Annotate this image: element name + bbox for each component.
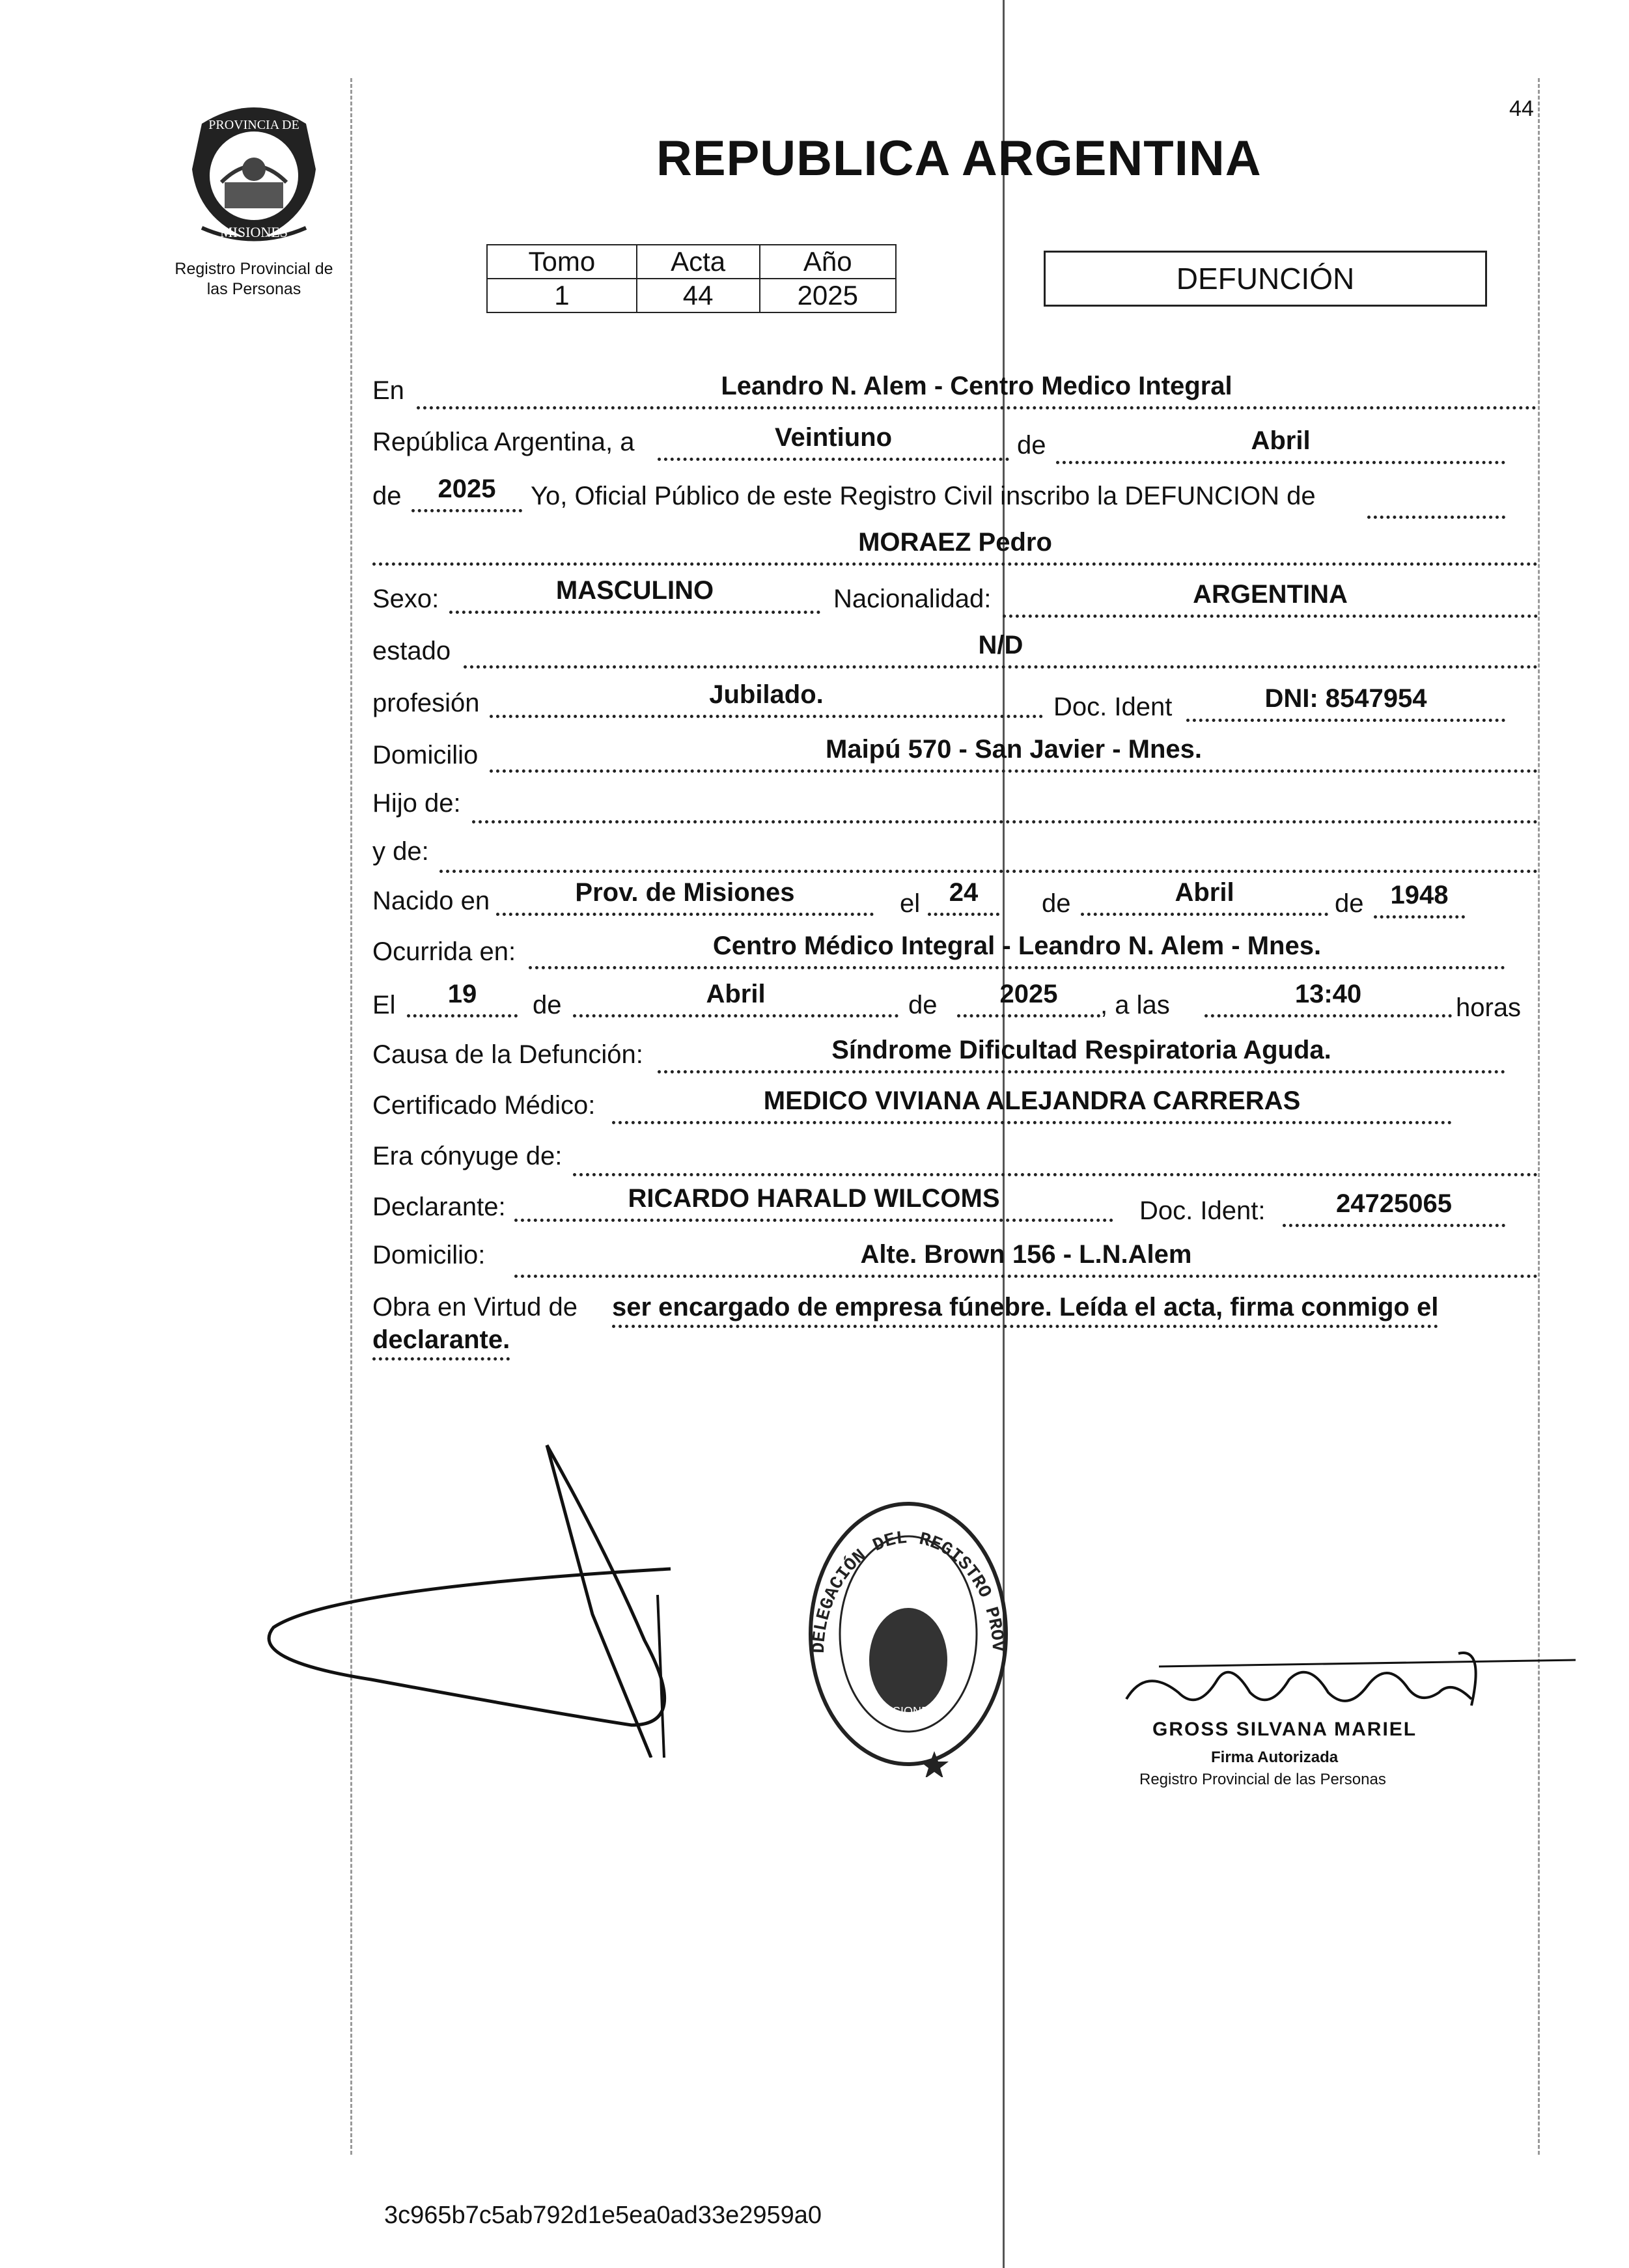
domicilio-field	[490, 735, 1538, 773]
nacido-value: Prov. de Misiones	[575, 878, 795, 907]
month-de-label: de	[1017, 431, 1046, 460]
birth-year-field	[1374, 881, 1465, 919]
birth-month-value: Abril	[1175, 878, 1234, 907]
doc-field	[1186, 684, 1505, 722]
obra-value-line1: ser encargado de empresa fúnebre. Leída el acta, firma conmigo el	[612, 1293, 1438, 1328]
center-fold-line	[1003, 0, 1005, 2268]
causa-label: Causa de la Defunción:	[372, 1040, 643, 1069]
official-office: Registro Provincial de las Personas	[1139, 1771, 1386, 1788]
registry-label-line2: las Personas	[206, 280, 301, 298]
conyuge-field	[573, 1143, 1538, 1176]
province-seal-logo	[176, 98, 332, 247]
oficial-text: Yo, Oficial Público de este Registro Civil inscribo la DEFUNCION de	[531, 482, 1316, 510]
document-hash-code: 3c965b7c5ab792d1e5ea0ad33e2959a0	[384, 2202, 822, 2229]
sexo-value: MASCULINO	[555, 576, 714, 605]
horas-label: horas	[1456, 993, 1522, 1022]
profesion-value: Jubilado.	[709, 680, 824, 709]
estado-label: estado	[372, 637, 451, 665]
header-acta: Acta	[637, 245, 760, 279]
certificado-field	[612, 1086, 1452, 1124]
causa-value: Síndrome Dificultad Respiratoria Aguda.	[831, 1036, 1331, 1064]
official-name: GROSS SILVANA MARIEL	[1152, 1719, 1417, 1740]
death-year-value: 2025	[999, 980, 1058, 1008]
record-table-header-row	[487, 245, 896, 279]
birth-de2-label: de	[1335, 889, 1364, 918]
domicilio-value: Maipú 570 - San Javier - Mnes.	[826, 735, 1202, 764]
obra-label: Obra en Virtud de	[372, 1293, 578, 1321]
death-day-field	[407, 980, 518, 1017]
official-role: Firma Autorizada	[1211, 1749, 1339, 1766]
certificado-label: Certificado Médico:	[372, 1091, 596, 1120]
decl-doc-label: Doc. Ident:	[1139, 1196, 1266, 1225]
decl-domicilio-value: Alte. Brown 156 - L.N.Alem	[860, 1240, 1192, 1269]
birth-el-label: el	[900, 889, 921, 918]
nacionalidad-field	[1003, 580, 1538, 618]
yde-label: y de:	[372, 837, 429, 866]
hijo-label: Hijo de:	[372, 789, 461, 818]
death-month-value: Abril	[706, 980, 766, 1008]
value-tomo: 1	[487, 279, 637, 312]
ocurrida-label: Ocurrida en:	[372, 937, 516, 966]
birth-de1-label: de	[1042, 889, 1071, 918]
record-table-value-row	[487, 279, 896, 312]
left-margin-line	[350, 78, 352, 2155]
domicilio-label: Domicilio	[372, 741, 479, 769]
nacido-label: Nacido en	[372, 887, 490, 915]
registry-label	[156, 259, 352, 299]
registry-label-line1: Registro Provincial de	[174, 260, 333, 278]
month-value: Abril	[1251, 426, 1311, 455]
record-type-box: DEFUNCIÓN	[1044, 251, 1487, 307]
profesion-field	[490, 680, 1043, 718]
birth-day-field	[928, 878, 999, 916]
conyuge-label: Era cónyuge de:	[372, 1142, 563, 1170]
year-de-label: de	[372, 482, 402, 510]
deceased-name-field	[372, 528, 1538, 566]
birth-day-value: 24	[949, 878, 979, 907]
year-field	[411, 475, 522, 512]
profesion-label: profesión	[372, 689, 480, 717]
nacionalidad-value: ARGENTINA	[1193, 580, 1348, 609]
header-tomo: Tomo	[487, 245, 637, 279]
declarante-value: RICARDO HARALD WILCOMS	[628, 1184, 1000, 1213]
birth-year-value: 1948	[1390, 881, 1449, 909]
certificado-value: MEDICO VIVIANA ALEJANDRA CARRERAS	[763, 1086, 1301, 1115]
value-acta: 44	[637, 279, 760, 312]
ocurrida-value: Centro Médico Integral - Leandro N. Alem - Mnes.	[712, 932, 1322, 960]
en-label: En	[372, 376, 404, 405]
decl-doc-value: 24725065	[1336, 1189, 1452, 1218]
death-month-field	[573, 980, 898, 1017]
death-el-label: El	[372, 991, 396, 1019]
sexo-label: Sexo:	[372, 585, 439, 613]
day-field	[658, 423, 1009, 461]
birth-month-field	[1081, 878, 1328, 916]
month-field	[1056, 426, 1505, 464]
day-value: Veintiuno	[775, 423, 892, 452]
decl-domicilio-label: Domicilio:	[372, 1241, 486, 1269]
decl-doc-field	[1283, 1189, 1505, 1227]
republica-label: República Argentina, a	[372, 428, 635, 456]
decl-domicilio-field	[514, 1240, 1538, 1278]
official-signature-scribble	[1120, 1640, 1576, 1725]
ocurrida-field	[529, 932, 1505, 969]
svg-text:PROVINCIA DE: PROVINCIA DE	[208, 118, 299, 132]
page-number: 44	[1509, 96, 1534, 121]
declarante-field	[514, 1184, 1113, 1222]
declarante-label: Declarante:	[372, 1193, 506, 1221]
svg-text:MISIONES: MISIONES	[879, 1705, 938, 1718]
sexo-field	[449, 576, 820, 614]
hijo-field	[472, 790, 1538, 823]
death-de1-label: de	[533, 991, 562, 1019]
death-year-field	[957, 980, 1100, 1017]
nacido-field	[496, 878, 874, 916]
obra-value-line2: declarante.	[372, 1325, 510, 1361]
doc-value: DNI: 8547954	[1264, 684, 1427, 713]
death-day-value: 19	[447, 980, 477, 1008]
oficial-trailing-field	[1367, 486, 1505, 519]
yde-field	[439, 840, 1538, 873]
deceased-name-value: MORAEZ Pedro	[858, 528, 1052, 557]
death-time-value: 13:40	[1294, 980, 1362, 1008]
page-title: REPUBLICA ARGENTINA	[656, 131, 1262, 186]
estado-value: N/D	[978, 631, 1023, 659]
doc-label: Doc. Ident	[1053, 693, 1173, 721]
death-time-field	[1204, 980, 1452, 1017]
alas-label: , a las	[1100, 991, 1170, 1019]
value-anio: 2025	[760, 279, 896, 312]
svg-text:DELEGACIÓN DEL REGISTRO PROVIN: DELEGACIÓN DEL REGISTRO PROV	[809, 1528, 1008, 1654]
estado-field	[464, 631, 1538, 669]
header-anio: Año	[760, 245, 896, 279]
official-stamp	[798, 1491, 1019, 1777]
record-number-table	[486, 244, 897, 313]
en-field	[417, 372, 1537, 409]
year-value: 2025	[438, 475, 496, 503]
nacionalidad-label: Nacionalidad:	[833, 585, 992, 613]
right-margin-line	[1538, 78, 1540, 2155]
causa-field	[658, 1036, 1505, 1073]
svg-text:MISIONES: MISIONES	[220, 224, 288, 240]
en-value: Leandro N. Alem - Centro Medico Integral	[721, 372, 1232, 400]
death-de2-label: de	[908, 991, 938, 1019]
declarant-signature	[241, 1419, 736, 1758]
